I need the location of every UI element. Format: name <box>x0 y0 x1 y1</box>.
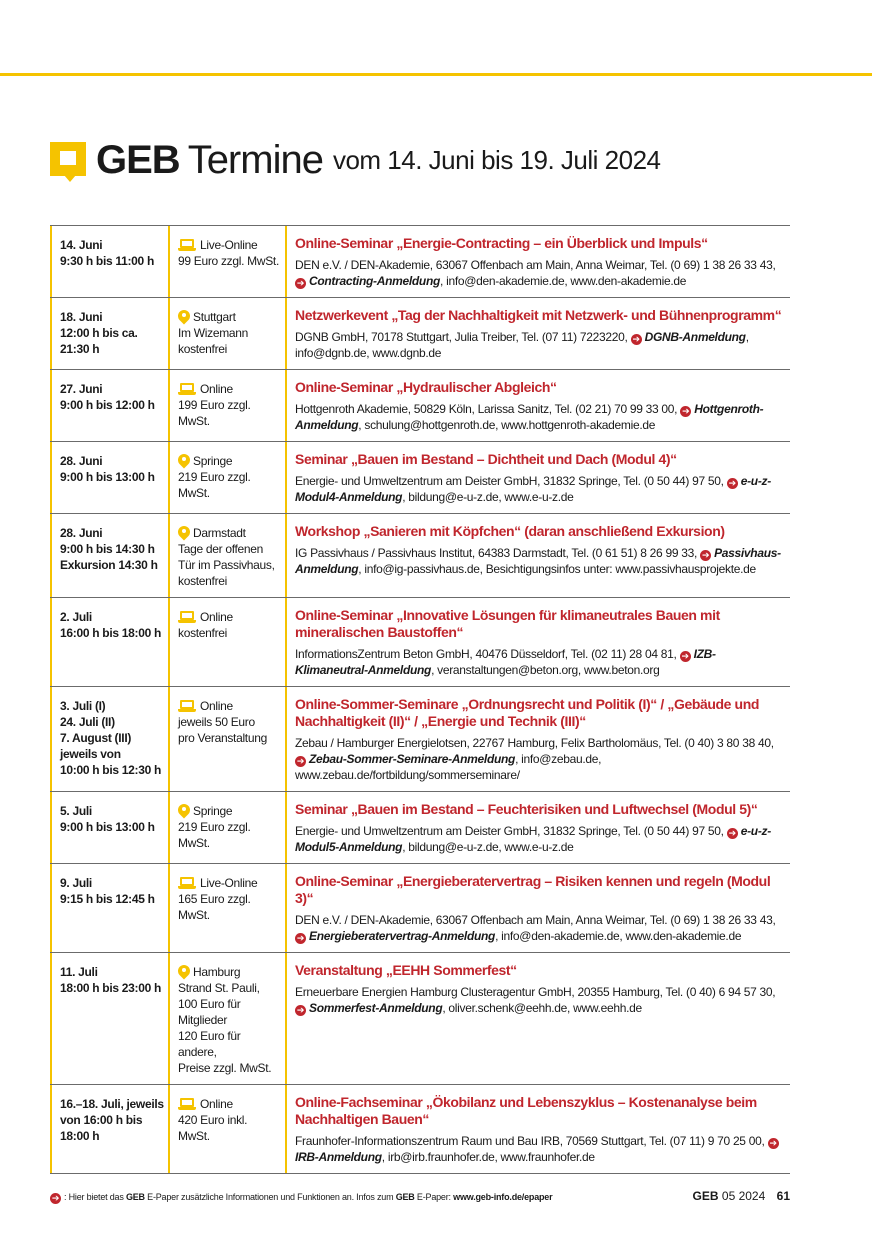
event-title: Online-Seminar „Energie-Contracting – ein Überblick und Impuls“ <box>295 235 708 251</box>
event-title: Veranstaltung „EEHH Sommerfest“ <box>295 962 517 978</box>
contact-links: , bildung@e-u-z.de, www.e-u-z.de <box>402 490 574 504</box>
registration-link[interactable]: Sommerfest-Anmeldung <box>309 1001 443 1015</box>
date-line: 9:00 h bis 12:00 h <box>60 398 155 412</box>
event-date <box>50 226 170 297</box>
page-footer <box>50 1189 790 1205</box>
event-date <box>50 792 170 863</box>
event-date <box>50 1085 170 1173</box>
event-row <box>50 514 790 598</box>
map-pin-icon <box>178 526 190 541</box>
event-date <box>50 953 170 1084</box>
registration-link[interactable]: IZB-Klimaneutral-Anmeldung <box>295 647 716 677</box>
location-name: Online <box>200 1097 233 1111</box>
location-detail: Preise zzgl. MwSt. <box>178 1061 272 1075</box>
contact-links: , schulung@hottgenroth.de, www.hottgenroth-akademie.de <box>358 418 656 432</box>
registration-arrow-icon: ➔ <box>296 1005 305 1015</box>
contact-text: DEN e.V. / DEN-Akademie, 63067 Offenbach am Main, Anna Weimar, Tel. (0 69) 1 38 26 33 43, <box>295 258 776 272</box>
date-line: 9:00 h bis 13:00 h <box>60 820 155 834</box>
date-line: 9:15 h bis 12:45 h <box>60 892 155 906</box>
event-location <box>170 687 287 791</box>
location-detail: Im Wizemann <box>178 326 249 340</box>
event-contact <box>295 545 786 577</box>
registration-link[interactable]: Energieberatervertrag-Anmeldung <box>309 929 496 943</box>
contact-text: IG Passivhaus / Passivhaus Institut, 64383 Darmstadt, Tel. (0 61 51) 8 26 99 33, <box>295 546 698 560</box>
event-location <box>170 792 287 863</box>
epaper-arrow-icon: ➔ <box>51 1193 60 1203</box>
event-location <box>170 864 287 952</box>
location-detail: Strand St. Pauli, <box>178 981 260 995</box>
date-line: 24. Juli (II) <box>60 715 115 729</box>
location-detail: kostenfrei <box>178 342 228 356</box>
location-detail: 120 Euro für andere, <box>178 1029 241 1059</box>
event-title: Online-Seminar „Innovative Lösungen für klimaneutrales Bauen mit mineralischen Baustoffen“ <box>295 607 720 640</box>
event-location <box>170 598 287 686</box>
contact-text: Zebau / Hamburger Energielotsen, 22767 Hamburg, Felix Bartholomäus, Tel. (0 40) 3 80 38 40, <box>295 736 774 750</box>
contact-text: Hottgenroth Akademie, 50829 Köln, Larissa Sanitz, Tel. (02 21) 70 99 33 00, <box>295 402 678 416</box>
contact-links: , info@den-akademie.de, www.den-akademie.de <box>495 929 742 943</box>
date-line: 18. Juni <box>60 310 103 324</box>
location-name: Hamburg <box>193 965 241 979</box>
date-line: 16.–18. Juli, jeweils <box>60 1097 164 1111</box>
event-title: Seminar „Bauen im Bestand – Feuchterisiken und Luftwechsel (Modul 5)“ <box>295 801 758 817</box>
event-contact <box>295 735 786 783</box>
laptop-icon <box>178 383 196 395</box>
event-date <box>50 864 170 952</box>
event-contact <box>295 984 786 1016</box>
event-row <box>50 1085 790 1174</box>
event-title: Online-Fachseminar „Ökobilanz und Lebenszyklus – Kostenanalyse beim Nachhaltigen Bauen“ <box>295 1094 757 1127</box>
registration-arrow-icon: ➔ <box>769 1138 777 1148</box>
registration-link[interactable]: Zebau-Sommer-Seminare-Anmeldung <box>309 752 516 766</box>
registration-arrow-icon: ➔ <box>682 406 690 416</box>
location-name: Live-Online <box>200 876 258 890</box>
event-contact <box>295 646 786 678</box>
registration-arrow-icon: ➔ <box>681 651 689 661</box>
date-line: 7. August (III) <box>60 731 132 745</box>
contact-links: , irb@irb.fraunhofer.de, www.fraunhofer.de <box>381 1150 595 1164</box>
laptop-icon <box>178 1098 196 1110</box>
event-row <box>50 864 790 953</box>
event-details <box>287 598 790 686</box>
location-name: Online <box>200 699 233 713</box>
event-location <box>170 442 287 513</box>
event-details <box>287 514 790 597</box>
map-pin-icon <box>178 965 190 980</box>
event-row <box>50 226 790 298</box>
date-line: 10:00 h bis 12:30 h <box>60 763 162 777</box>
event-location <box>170 370 287 441</box>
event-contact <box>295 329 786 361</box>
date-line: 2. Juli <box>60 610 92 624</box>
location-detail: pro Veranstaltung <box>178 731 267 745</box>
location-detail: 219 Euro zzgl. MwSt. <box>178 470 251 500</box>
epaper-link[interactable]: www.geb-info.de/epaper <box>453 1192 553 1202</box>
event-title: Online-Seminar „Hydraulischer Abgleich“ <box>295 379 557 395</box>
date-line: 11. Juli <box>60 965 98 979</box>
laptop-icon <box>178 611 196 623</box>
event-title: Netzwerkevent „Tag der Nachhaltigkeit mit Netzwerk- und Bühnenprogramm“ <box>295 307 782 323</box>
event-row <box>50 953 790 1085</box>
event-title: Workshop „Sanieren mit Köpfchen“ (daran anschließend Exkursion) <box>295 523 725 539</box>
registration-arrow-icon: ➔ <box>296 756 305 766</box>
contact-links: , info@dgnb.de, www.dgnb.de <box>295 330 749 360</box>
location-detail: 165 Euro zzgl. MwSt. <box>178 892 251 922</box>
event-details <box>287 1085 790 1173</box>
location-name: Springe <box>193 454 233 468</box>
event-location <box>170 514 287 597</box>
events-table <box>50 225 790 1174</box>
page-heading <box>50 136 661 184</box>
event-location <box>170 1085 287 1173</box>
event-details <box>287 442 790 513</box>
location-detail: Tage der offenen Tür im Passivhaus, kostenfrei <box>178 542 275 588</box>
event-date <box>50 442 170 513</box>
registration-arrow-icon: ➔ <box>632 334 640 344</box>
event-details <box>287 226 790 297</box>
event-location <box>170 226 287 297</box>
event-row <box>50 792 790 864</box>
footer-issue: GEB 05 2024 61 <box>692 1189 790 1203</box>
date-line: 18:00 h bis 23:00 h <box>60 981 162 995</box>
event-details <box>287 792 790 863</box>
registration-link[interactable]: e-u-z-Modul4-Anmeldung <box>295 474 771 504</box>
date-line: 28. Juni <box>60 454 103 468</box>
event-details <box>287 370 790 441</box>
event-date <box>50 514 170 597</box>
date-line: 9:00 h bis 13:00 h <box>60 470 155 484</box>
event-contact <box>295 257 786 289</box>
registration-arrow-icon: ➔ <box>728 828 736 838</box>
speech-bubble-icon <box>50 142 86 178</box>
event-date <box>50 370 170 441</box>
location-name: Live-Online <box>200 238 258 252</box>
location-name: Stuttgart <box>193 310 236 324</box>
event-row <box>50 298 790 370</box>
date-line: 5. Juli <box>60 804 92 818</box>
heading-brand: GEB <box>96 138 180 182</box>
event-contact <box>295 1133 786 1165</box>
event-details <box>287 864 790 952</box>
registration-link[interactable]: Hottgenroth-Anmeldung <box>295 402 764 432</box>
event-details <box>287 953 790 1084</box>
registration-link[interactable]: DGNB-Anmeldung <box>644 330 746 344</box>
contact-text: Energie- und Umweltzentrum am Deister GmbH, 31832 Springe, Tel. (0 50 44) 97 50, <box>295 824 724 838</box>
registration-link[interactable]: Passivhaus-Anmeldung <box>295 546 781 576</box>
contact-links: , bildung@e-u-z.de, www.e-u-z.de <box>402 840 574 854</box>
location-name: Online <box>200 382 233 396</box>
map-pin-icon <box>178 454 190 469</box>
map-pin-icon <box>178 310 190 325</box>
date-line: 27. Juni <box>60 382 103 396</box>
page-number: 61 <box>776 1189 790 1203</box>
event-date <box>50 298 170 369</box>
event-contact <box>295 912 786 944</box>
location-detail: 100 Euro für Mitglieder <box>178 997 241 1027</box>
contact-links: , info@den-akademie.de, www.den-akademie.de <box>440 274 687 288</box>
event-row <box>50 370 790 442</box>
date-line: jeweils von <box>60 747 121 761</box>
date-line: 9:30 h bis 11:00 h <box>60 254 154 268</box>
location-name: Springe <box>193 804 233 818</box>
event-contact <box>295 473 786 505</box>
heading-word: Termine <box>187 138 323 182</box>
location-detail: 219 Euro zzgl. MwSt. <box>178 820 251 850</box>
footer-note: ➔ : Hier bietet das GEB E-Paper zusätzliche Informationen und Funktionen an. Infos zum GEB E-Paper: www.geb-info.de/epaper <box>51 1192 553 1203</box>
location-name: Darmstadt <box>193 526 246 540</box>
registration-arrow-icon: ➔ <box>728 478 736 488</box>
event-contact <box>295 823 786 855</box>
event-details <box>287 298 790 369</box>
registration-link[interactable]: IRB-Anmeldung <box>295 1150 382 1164</box>
contact-text: DEN e.V. / DEN-Akademie, 63067 Offenbach am Main, Anna Weimar, Tel. (0 69) 1 38 26 33 43, <box>295 913 776 927</box>
registration-arrow-icon: ➔ <box>296 933 305 943</box>
event-location <box>170 953 287 1084</box>
location-detail: jeweils 50 Euro <box>178 715 255 729</box>
location-detail: 99 Euro zzgl. MwSt. <box>178 254 280 268</box>
event-row <box>50 687 790 792</box>
laptop-icon <box>178 700 196 712</box>
event-title: Online-Sommer-Seminare „Ordnungsrecht und Politik (I)“ / „Gebäude und Nachhaltigkeit (II)“ / „Energie und Technik (III)“ <box>295 696 760 729</box>
registration-arrow-icon: ➔ <box>296 278 305 288</box>
event-title: Seminar „Bauen im Bestand – Dichtheit und Dach (Modul 4)“ <box>295 451 677 467</box>
date-line: 9. Juli <box>60 876 92 890</box>
event-title: Online-Seminar „Energieberatervertrag – Risiken kennen und regeln (Modul 3)“ <box>295 873 771 906</box>
contact-links: , veranstaltungen@beton.org, www.beton.org <box>431 663 660 677</box>
location-detail: 199 Euro zzgl. MwSt. <box>178 398 251 428</box>
date-line: 16:00 h bis 18:00 h <box>60 626 162 640</box>
contact-text: InformationsZentrum Beton GmbH, 40476 Düsseldorf, Tel. (02 11) 28 04 81, <box>295 647 677 661</box>
date-line: 3. Juli (I) <box>60 699 106 713</box>
location-detail: 420 Euro inkl. MwSt. <box>178 1113 248 1143</box>
contact-text: Erneuerbare Energien Hamburg Clusteragentur GmbH, 20355 Hamburg, Tel. (0 40) 6 94 57 30, <box>295 985 776 999</box>
date-line: 12:00 h bis ca. 21:30 h <box>60 326 138 356</box>
top-accent-line <box>0 73 872 76</box>
event-date <box>50 687 170 791</box>
date-line: 9:00 h bis 14:30 h <box>60 542 155 556</box>
contact-links: , info@ig-passivhaus.de, Besichtigungsinfos unter: www.passivhausprojekte.de <box>358 562 756 576</box>
contact-text: Fraunhofer-Informationszentrum Raum und Bau IRB, 70569 Stuttgart, Tel. (07 11) 9 70 25 00, <box>295 1134 765 1148</box>
event-date <box>50 598 170 686</box>
event-row <box>50 598 790 687</box>
event-row <box>50 442 790 514</box>
registration-arrow-icon: ➔ <box>701 550 710 560</box>
contact-text: Energie- und Umweltzentrum am Deister GmbH, 31832 Springe, Tel. (0 50 44) 97 50, <box>295 474 724 488</box>
heading-subtitle: vom 14. Juni bis 19. Juli 2024 <box>332 145 661 175</box>
date-line: Exkursion 14:30 h <box>60 558 158 572</box>
event-contact <box>295 401 786 433</box>
map-pin-icon <box>178 804 190 819</box>
contact-links: , oliver.schenk@eehh.de, www.eehh.de <box>442 1001 642 1015</box>
event-details <box>287 687 790 791</box>
date-line: von 16:00 h bis 18:00 h <box>60 1113 143 1143</box>
location-detail: kostenfrei <box>178 626 228 640</box>
location-name: Online <box>200 610 233 624</box>
laptop-icon <box>178 877 196 889</box>
registration-link[interactable]: e-u-z-Modul5-Anmeldung <box>295 824 771 854</box>
contact-text: DGNB GmbH, 70178 Stuttgart, Julia Treiber, Tel. (07 11) 7223220, <box>295 330 628 344</box>
date-line: 28. Juni <box>60 526 103 540</box>
event-location <box>170 298 287 369</box>
contact-links: , info@zebau.de, www.zebau.de/fortbildung/sommerseminare/ <box>295 752 602 782</box>
laptop-icon <box>178 239 196 251</box>
date-line: 14. Juni <box>60 238 103 252</box>
registration-link[interactable]: Contracting-Anmeldung <box>309 274 441 288</box>
